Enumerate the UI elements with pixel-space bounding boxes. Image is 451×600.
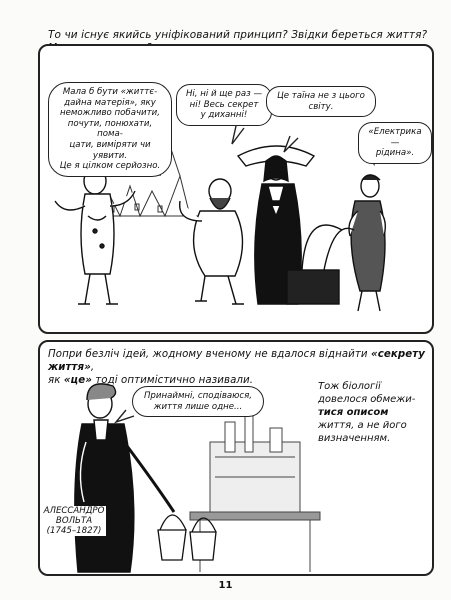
bubble-line: Принаймні, сподіваюся, (143, 391, 253, 401)
label-line: (1745–1827) (46, 526, 102, 536)
narration-line: Тож біології (318, 381, 381, 392)
speech-bubble-one-life (132, 386, 264, 417)
volta-name-label (42, 506, 106, 536)
caption-emphasis-it: «це» (63, 375, 92, 386)
narration-line: довелося обмежи- (318, 394, 416, 405)
bubble-line: рідина». (375, 148, 415, 159)
speech-bubble-mystery (266, 86, 376, 117)
panel-volta (38, 340, 434, 576)
bubble-line: цати, виміряти чи уявити. (69, 139, 151, 161)
bubble-line: «Електрика — (368, 127, 422, 148)
caption-line-1 (48, 348, 428, 374)
bubble-line: життя лише одне... (153, 401, 243, 412)
caption-text: , (90, 362, 95, 373)
speech-bubble-breath (176, 84, 272, 126)
speech-bubble-electric-fluid (358, 122, 432, 164)
bubble-line: світу. (308, 101, 334, 112)
top-caption: То чи існує якийсь уніфікований принцип? Звідки береться життя? (48, 29, 428, 41)
bubble-line: неможливо побачити, (60, 108, 160, 119)
speech-bubble-vital-matter (48, 82, 172, 177)
label-line: АЛЕССАНДРО (43, 506, 105, 516)
narration-line: життя, а не його (318, 420, 407, 431)
narration-box (318, 380, 428, 445)
bubble-line: у диханні! (200, 110, 248, 121)
bubble-line: Це таїна не з цього (277, 91, 365, 101)
bubble-line: Ні, ні й ще раз — (185, 89, 263, 99)
caption-text: як (48, 375, 64, 386)
bubble-line: Мала б бути «життє- (62, 87, 158, 97)
caption-text: тоді оптимістично називали. (91, 375, 254, 386)
narration-line: тися описом (318, 407, 389, 418)
narration-line: визначенням. (318, 433, 391, 444)
page-number: 11 (218, 580, 233, 591)
caption-emphasis-secret: «секрету життя» (48, 349, 426, 373)
panel-historical-theories (38, 44, 434, 334)
bubble-line: Це я цілком серйозно. (59, 161, 161, 172)
bubble-line: дайна матерія», яку (64, 97, 156, 108)
bubble-line: почути, понюхати, пома- (67, 118, 153, 140)
label-line: ВОЛЬТА (55, 516, 93, 526)
bubble-line: ні! Весь секрет (189, 99, 259, 110)
caption-text: Попри безліч ідей, жодному вченому не вдалося віднайти (48, 349, 371, 360)
